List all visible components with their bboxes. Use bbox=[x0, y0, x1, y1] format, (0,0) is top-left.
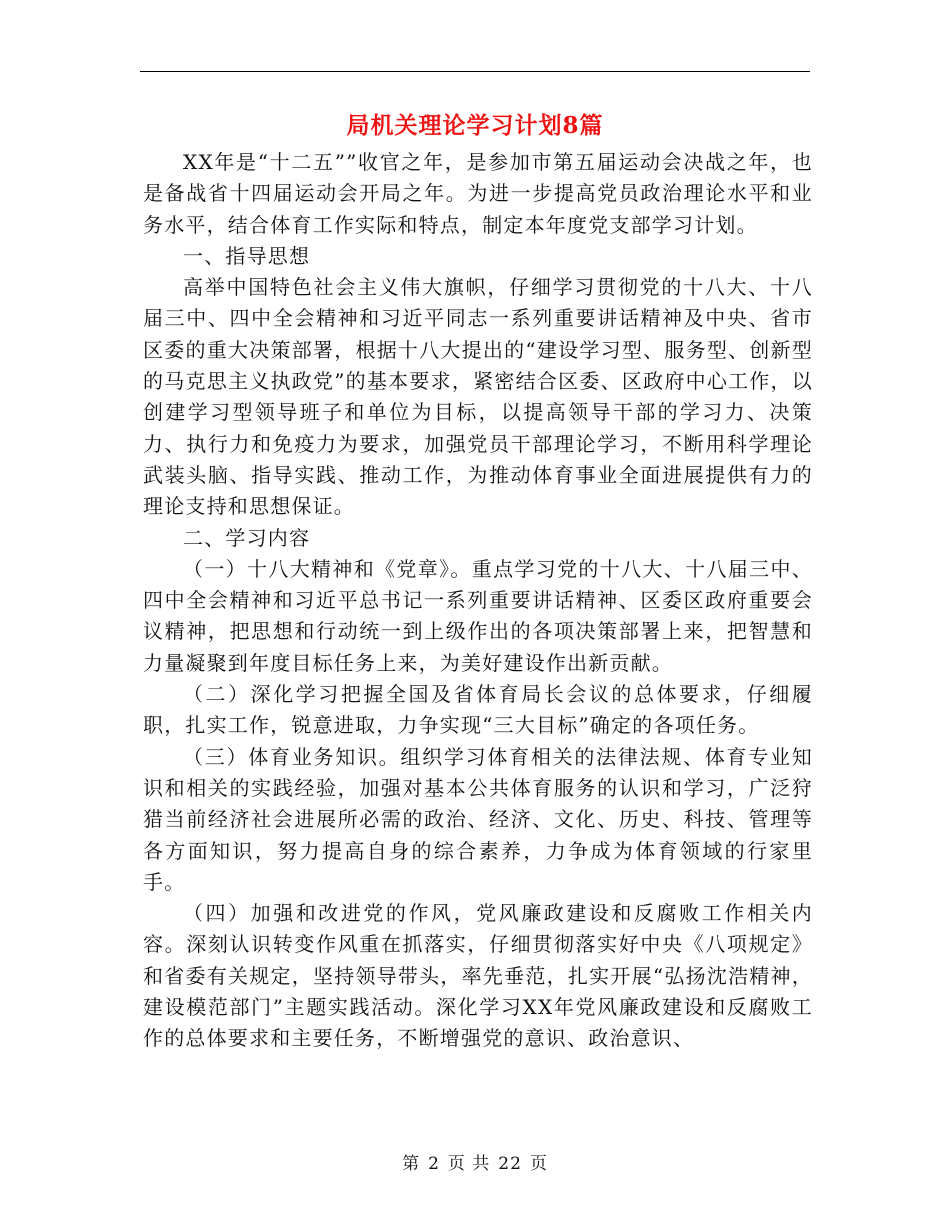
paragraph-intro: XX年是“十二五””收官之年，是参加市第五届运动会决战之年，也是备战省十四届运动会开局之年。为进一步提高党员政治理论水平和业务水平，结合体育工作实际和特点，制定本年度党支部学习计划。 bbox=[143, 150, 813, 237]
document-title: 局机关理论学习计划8篇 bbox=[346, 112, 604, 139]
paragraph-item-2: （二）深化学习把握全国及省体育局长会议的总体要求，仔细履职，扎实工作，锐意进取，力争实现“三大目标”确定的各项任务。 bbox=[143, 682, 813, 738]
footer-prefix: 第 bbox=[402, 1154, 421, 1174]
section-heading-study-content: 二、学习内容 bbox=[183, 525, 311, 550]
paragraph-guiding-thought: 高举中国特色社会主义伟大旗帜，仔细学习贯彻党的十八大、十八届三中、四中全会精神和习近平同志一系列重要讲话精神及中央、省市区委的重大决策部署，根据十八大提出的“建设学习型、服务型、创新型的马克思主义执政党”的基本要求，紧密结合区委、区政府中心工作，以创建学习型领导班子和单位为目标，以提高领导干部的学习力、决策力、执行力和免疫力为要求，加强党员干部理论学习，不断用科学理论武装头脑、指导实践、推动工作，为推动体育事业全面进展提供有力的理论支持和思想保证。 bbox=[143, 275, 813, 519]
paragraph-item-3: （三）体育业务知识。组织学习体育相关的法律法规、体育专业知识和相关的实践经验，加强对基本公共体育服务的认识和学习，广泛狩猎当前经济社会进展所必需的政治、经济、文化、历史、科技、管理等各方面知识，努力提高自身的综合素养，力争成为体育领域的行家里手。 bbox=[143, 744, 813, 894]
page-footer bbox=[140, 1152, 810, 1176]
section-heading-guiding-thought: 一、指导思想 bbox=[183, 243, 311, 268]
paragraph-item-1: （一）十八大精神和《党章》。重点学习党的十八大、十八届三中、四中全会精神和习近平总书记一系列重要讲话精神、区委区政府重要会议精神，把思想和行动统一到上级作出的各项决策部署上来，把智慧和力量凝聚到年度目标任务上来，为美好建设作出新贡献。 bbox=[143, 556, 813, 675]
footer-middle: 页 共 bbox=[447, 1154, 491, 1174]
footer-page-number: 2 bbox=[428, 1154, 440, 1174]
paragraph-item-4: （四）加强和改进党的作风，党风廉政建设和反腐败工作相关内容。深刻认识转变作风重在抓落实，仔细贯彻落实好中央《八项规定》和省委有关规定，坚持领导带头，率先垂范，扎实开展“弘扬沈浩精神，建设模范部门”主题实践活动。深化学习XX年党风廉政建设和反腐败工作的总体要求和主要任务，不断增强党的意识、政治意识、 bbox=[143, 901, 813, 1051]
document-body bbox=[143, 147, 813, 1055]
header-rule bbox=[140, 71, 810, 72]
footer-suffix: 页 bbox=[529, 1154, 548, 1174]
footer-total-pages: 22 bbox=[498, 1154, 522, 1174]
